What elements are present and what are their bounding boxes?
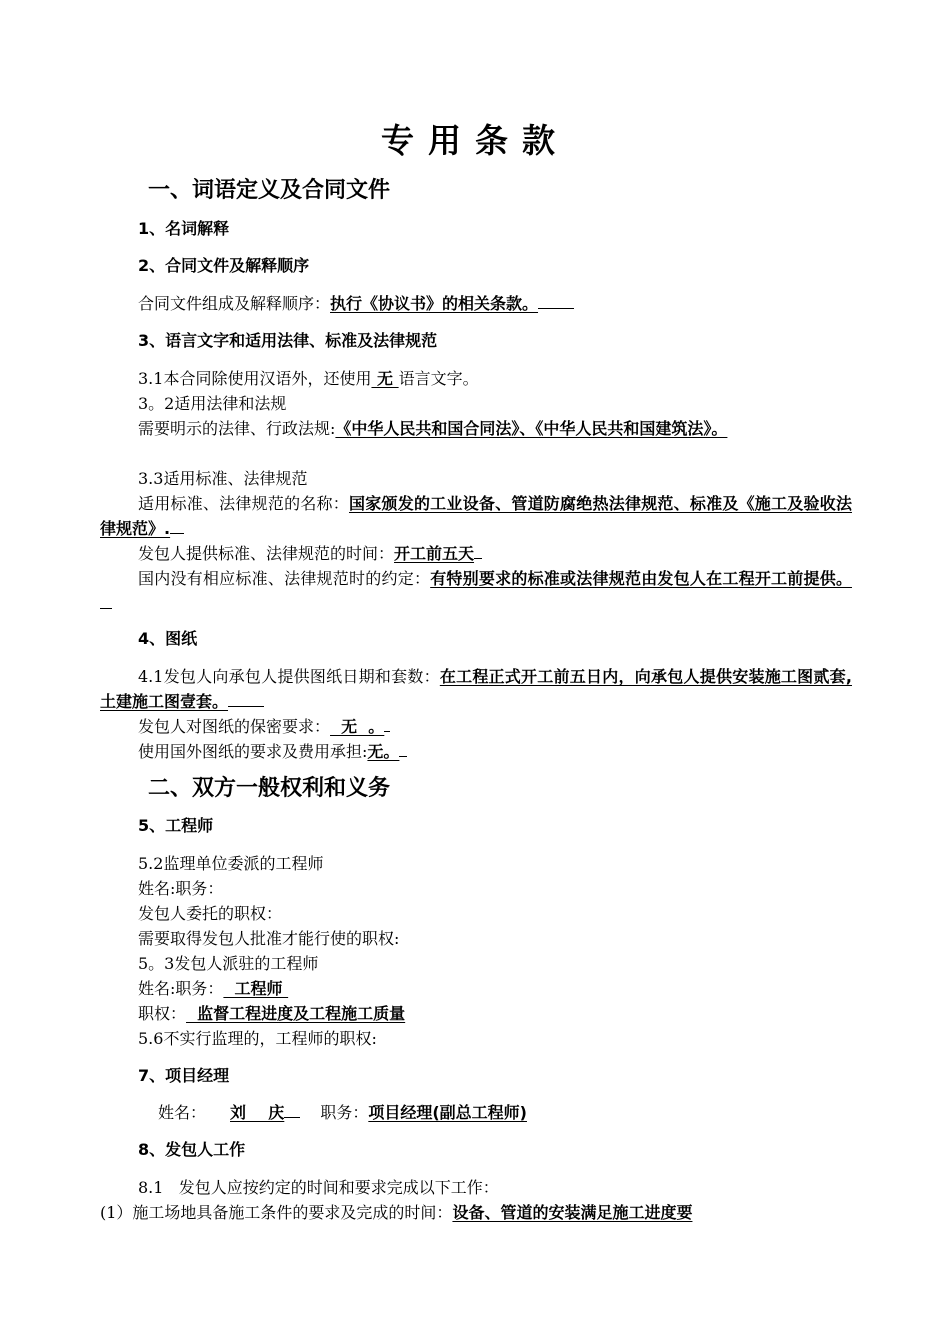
clause-3-heading: 3、语言文字和适用法律、标准及法律规范 [138, 331, 438, 350]
section-2-heading: 二、双方一般权利和义务 [148, 776, 391, 801]
clause-7-post-value: 项目经理(副总工程师) [368, 1103, 527, 1122]
clause-5-3-name-value: 工程师 [223, 979, 289, 998]
fill-line [538, 291, 574, 309]
clause-8-1: 8.1 发包人应按约定的时间和要求完成以下工作： [138, 1178, 499, 1197]
clause-3-2-laws: 需要明示的法律、行政法规:《中华人民共和国合同法》、《中华人民共和国建筑法》。 [138, 419, 728, 438]
clause-3-3-time: 发包人提供标准、法律规范的时间：开工前五天 [100, 541, 852, 566]
fill-line [228, 689, 264, 707]
clause-5-3-name: 姓名:职务： 工程师 [138, 979, 289, 998]
clause-4-secret-value: 无 。 [330, 717, 385, 736]
fill-line [284, 1100, 300, 1118]
fill-line [100, 591, 112, 609]
clause-5-6: 5.6不实行监理的，工程师的职权: [138, 1029, 377, 1048]
clause-2-order: 合同文件组成及解释顺序：执行《协议书》的相关条款。 [100, 291, 852, 316]
clause-4-secret: 发包人对图纸的保密要求： 无 。 [100, 714, 852, 739]
clause-3-3-none: 国内没有相应标准、法律规范时的约定：有特别要求的标准或法律规范由发包人在工程开工前提供。 [100, 566, 852, 616]
clause-2-heading: 2、合同文件及解释顺序 [138, 256, 310, 275]
clause-4-1: 4.1发包人向承包人提供图纸日期和套数：在工程正式开工前五日内，向承包人提供安装施工图贰套,土建施工图壹套。 [100, 667, 852, 711]
clause-4-heading: 4、图纸 [138, 629, 198, 648]
fill-line [399, 739, 407, 757]
fill-line [384, 714, 390, 732]
clause-3-2-laws-value: 《中华人民共和国合同法》、《中华人民共和国建筑法》。 [335, 419, 728, 438]
clause-4-foreign: 使用国外图纸的要求及费用承担:无。 [100, 739, 852, 764]
clause-3-3-standards-value: 国家颁发的工业设备、管道防腐绝热法律规范、标准及《施工及验收法律规范》. [100, 494, 852, 538]
clause-5-heading: 5、工程师 [138, 816, 214, 835]
fill-line [170, 516, 184, 534]
clause-2-order-value: 执行《协议书》的相关条款。 [330, 294, 539, 313]
clause-5-3-auth-value: 监督工程进度及工程施工质量 [186, 1004, 406, 1023]
clause-3-3: 3.3适用标准、法律规范 [138, 469, 308, 488]
clause-8-1-1-value: 设备、管道的安装满足施工进度要 [452, 1203, 693, 1222]
clause-5-2-approve: 需要取得发包人批准才能行使的职权: [138, 929, 400, 948]
clause-7-manager: 姓名： 刘 庆 职务：项目经理(副总工程师) [100, 1100, 852, 1125]
clause-3-1-value: 无 [371, 369, 399, 388]
page-title: 专用条款 [381, 121, 569, 160]
clause-4-1-value: 在工程正式开工前五日内，向承包人提供安装施工图贰套,土建施工图壹套。 [100, 667, 852, 711]
section-1-heading: 一、词语定义及合同文件 [148, 178, 391, 203]
clause-8-1-1: (1）施工场地具备施工条件的要求及完成的时间：设备、管道的安装满足施工进度要 [100, 1203, 693, 1222]
clause-5-2: 5.2监理单位委派的工程师 [138, 854, 324, 873]
clause-7-heading: 7、项目经理 [138, 1066, 230, 1085]
clause-7-name-value: 刘 庆 [230, 1103, 285, 1122]
clause-3-3-standards: 适用标准、法律规范的名称：国家颁发的工业设备、管道防腐绝热法律规范、标准及《施工及验收法律规范》. [100, 494, 852, 538]
clause-3-2: 3。2适用法律和法规 [138, 394, 287, 413]
clause-5-3-auth: 职权： 监督工程进度及工程施工质量 [138, 1004, 406, 1023]
clause-8-heading: 8、发包人工作 [138, 1140, 246, 1159]
clause-5-2-name: 姓名:职务： [138, 879, 224, 898]
clause-4-foreign-value: 无。 [367, 742, 400, 761]
clause-5-3: 5。3发包人派驻的工程师 [138, 954, 319, 973]
clause-5-2-auth: 发包人委托的职权： [138, 904, 283, 923]
clause-3-3-none-value: 有特别要求的标准或法律规范由发包人在工程开工前提供。 [430, 569, 852, 588]
clause-1-heading: 1、名词解释 [138, 219, 230, 238]
clause-3-1: 3.1本合同除使用汉语外，还使用 无 语言文字。 [138, 369, 479, 388]
fill-line [474, 541, 482, 559]
clause-3-3-time-value: 开工前五天 [394, 544, 475, 563]
